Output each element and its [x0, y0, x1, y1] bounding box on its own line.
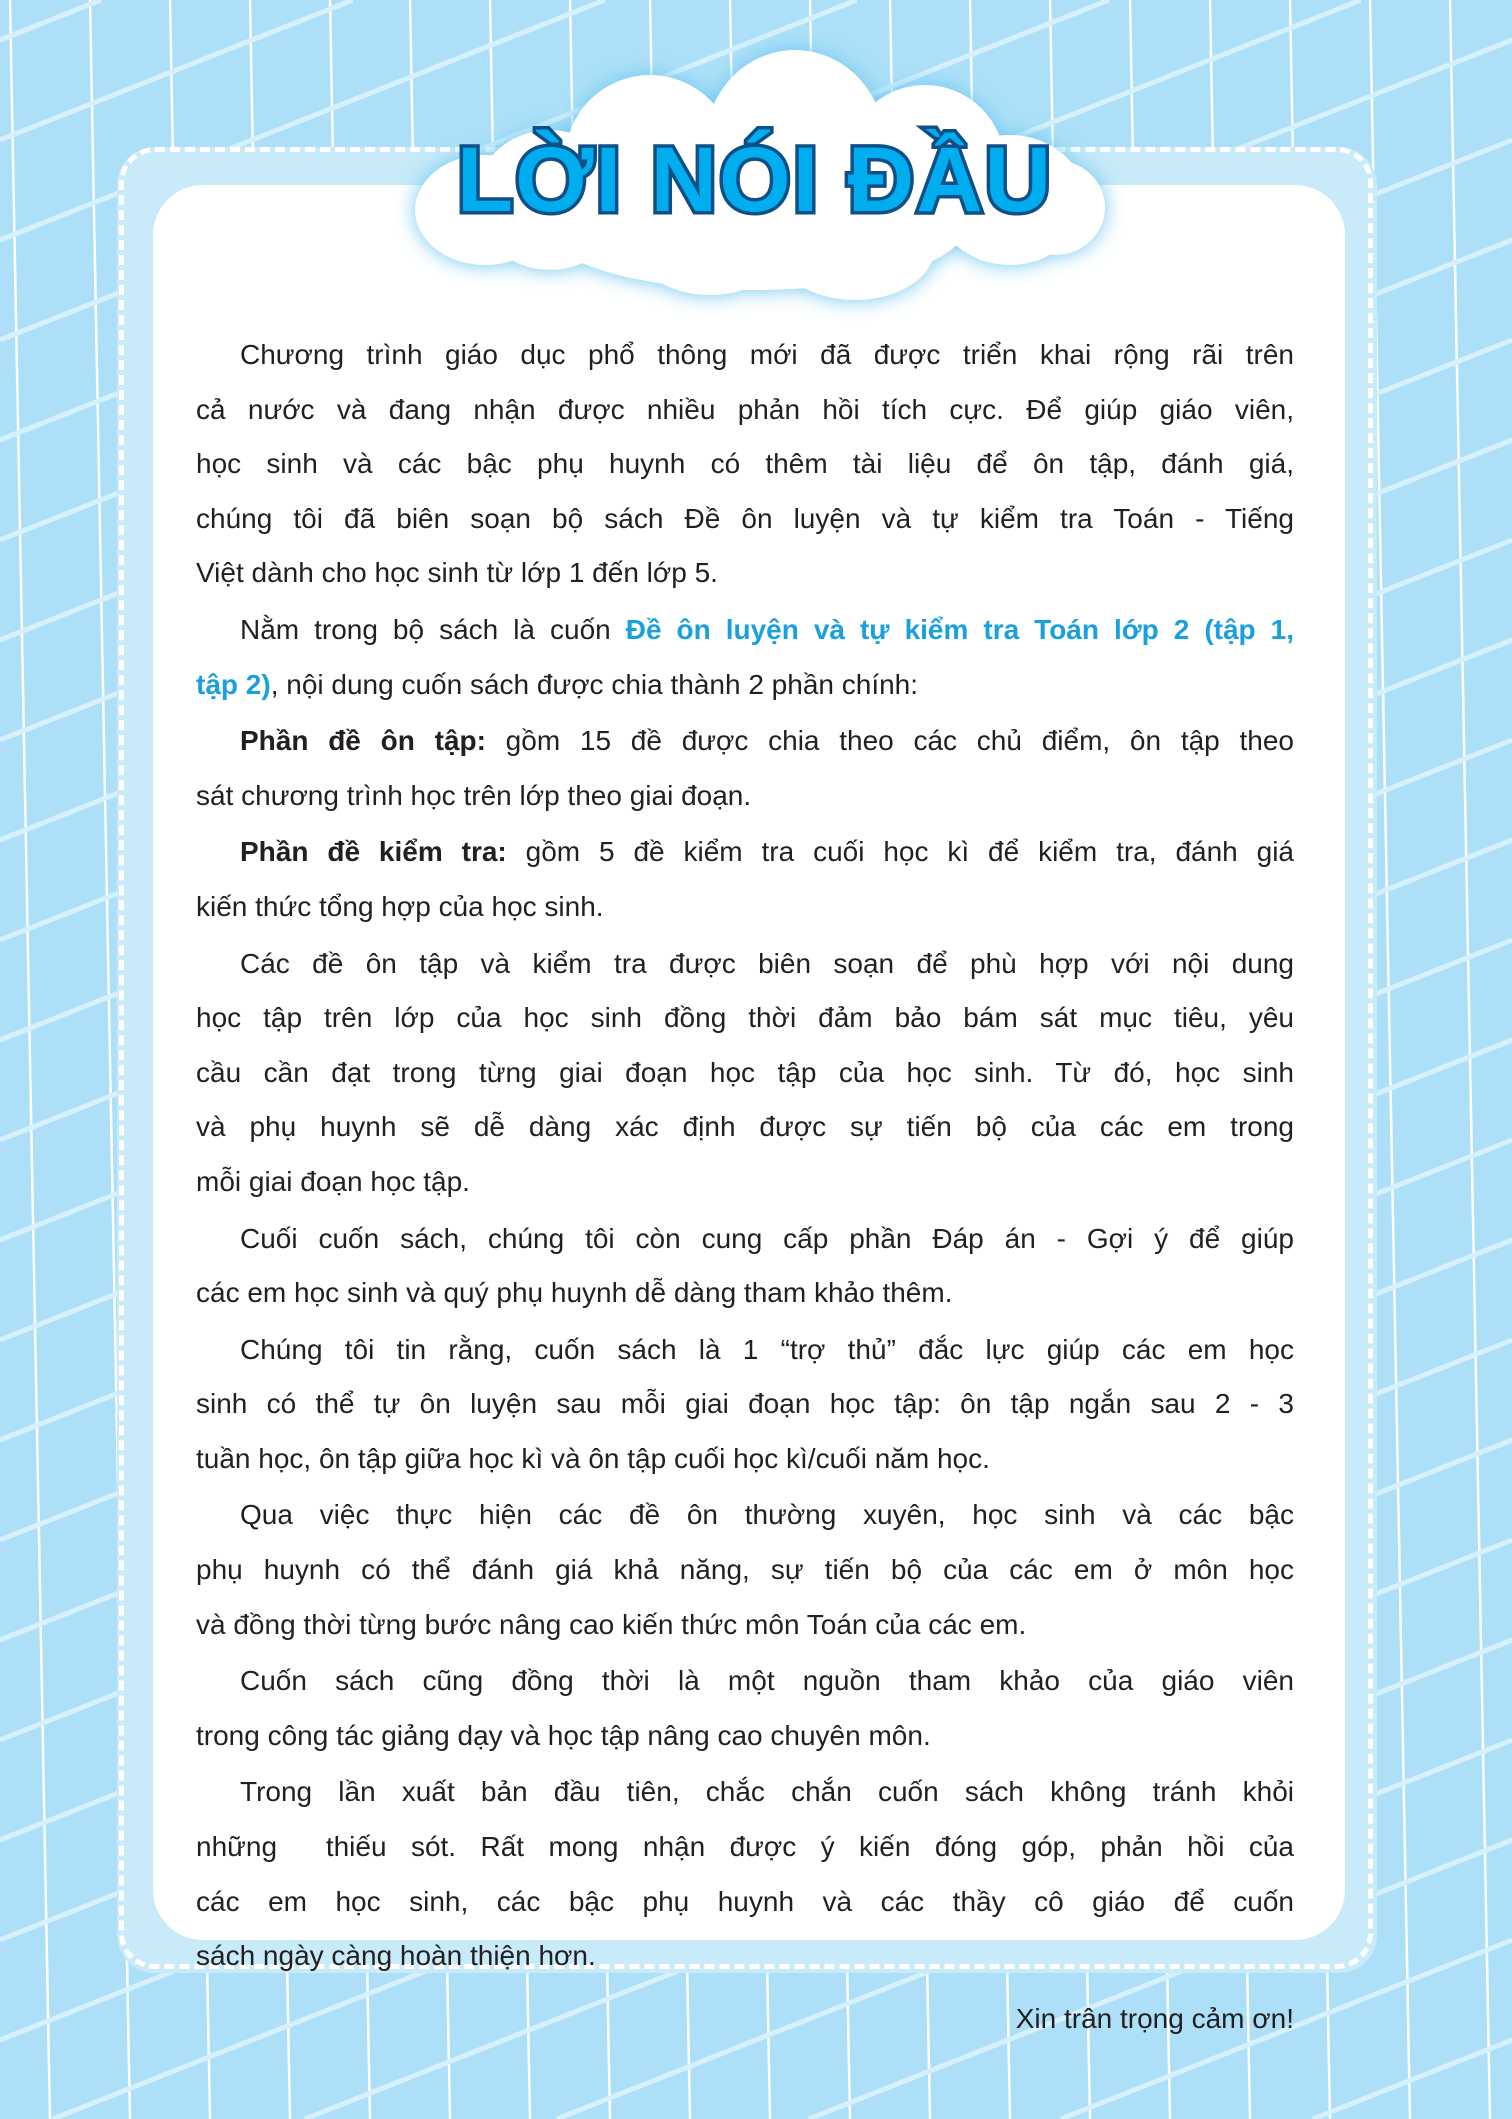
paragraph: [196, 603, 1294, 712]
text-line: [196, 1323, 1294, 1378]
text-line: [196, 1765, 1294, 1820]
text-run: mỗi giai đoạn học tập.: [196, 1165, 470, 1197]
closing-remark: Xin trân trọng cảm ơn!: [1015, 2002, 1294, 2034]
text-line: [196, 328, 1294, 383]
text-line: [196, 492, 1294, 547]
text-line: [196, 1820, 1294, 1875]
section-label: Phần đề ôn tập:: [240, 725, 486, 757]
text-line: [196, 437, 1294, 492]
text-run: học tập trên lớp của học sinh đồng thời đảm bảo bám sát mục tiêu, yêu: [196, 1002, 1294, 1034]
text-run: và phụ huynh sẽ dễ dàng xác định được sự tiến bộ của các em trong: [196, 1111, 1294, 1143]
text-run: kiến thức tổng hợp của học sinh.: [196, 890, 604, 922]
text-line: [196, 1488, 1294, 1543]
text-line: [196, 1598, 1294, 1653]
text-line: [196, 1266, 1294, 1321]
grid-line: [0, 0, 101, 40]
grid-line: [10, 0, 50, 2119]
text-run: chúng tôi đã biên soạn bộ sách Đề ôn luyện và tự kiểm tra Toán - Tiếng: [196, 502, 1294, 534]
text-line: [196, 825, 1294, 880]
book-title-highlight: tập 2): [196, 668, 271, 700]
text-line: [196, 1432, 1294, 1487]
text-line: [196, 1212, 1294, 1267]
text-run: gồm 5 đề kiểm tra cuối học kì để kiểm tra, đánh giá: [506, 836, 1294, 868]
text-line: [196, 658, 1294, 713]
text-run: Cuốn sách cũng đồng thời là một nguồn tham khảo của giáo viên: [240, 1665, 1294, 1697]
text-run: cả nước và đang nhận được nhiều phản hồi tích cực. Để giúp giáo viên,: [196, 393, 1294, 425]
paragraph: [196, 328, 1294, 601]
text-run: Chương trình giáo dục phổ thông mới đã được triển khai rộng rãi trên: [240, 339, 1294, 370]
text-line: [196, 1100, 1294, 1155]
grid-line: [1313, 2040, 1512, 2119]
text-run: Chúng tôi tin rằng, cuốn sách là 1 “trợ thủ” đắc lực giúp các em học: [240, 1333, 1294, 1365]
text-line: [196, 937, 1294, 992]
paragraph: [196, 1212, 1294, 1321]
page-title: LỜI NÓI ĐẦU: [456, 129, 1054, 231]
section-label: Phần đề kiểm tra:: [240, 836, 507, 868]
text-line: [196, 1654, 1294, 1709]
text-run: gồm 15 đề được chia theo các chủ điểm, ôn tập theo: [485, 725, 1294, 757]
text-run: Cuối cuốn sách, chúng tôi còn cung cấp phần Đáp án - Gợi ý để giúp: [240, 1222, 1294, 1254]
text-run: phụ huynh có thể đánh giá khả năng, sự tiến bộ của các em ở môn học: [196, 1554, 1294, 1586]
text-line: [196, 991, 1294, 1046]
text-run: Việt dành cho học sinh từ lớp 1 đến lớp 5.: [196, 557, 718, 589]
grid-line: [1450, 0, 1490, 2119]
text-run: những thiếu sót. Rất mong nhận được ý kiến đóng góp, phản hồi của: [196, 1831, 1294, 1863]
text-run: sát chương trình học trên lớp theo giai đoạn.: [196, 779, 752, 811]
text-run: Trong lần xuất bản đầu tiên, chắc chắn cuốn sách không tránh khỏi: [240, 1776, 1294, 1808]
text-run: cầu cần đạt trong từng giai đoạn học tập của học sinh. Từ đó, học sinh: [196, 1056, 1294, 1088]
text-line: [196, 1377, 1294, 1432]
paragraph: [196, 937, 1294, 1210]
text-run: sinh có thể tự ôn luyện sau mỗi giai đoạn học tập: ôn tập ngắn sau 2 - 3: [196, 1388, 1294, 1420]
text-run: sách ngày càng hoàn thiện hơn.: [196, 1940, 596, 1972]
paragraph: [196, 825, 1294, 934]
text-run: Các đề ôn tập và kiểm tra được biên soạn để phù hợp với nội dung: [240, 947, 1294, 979]
text-run: các em học sinh và quý phụ huynh dễ dàng tham khảo thêm.: [196, 1277, 953, 1309]
text-line: [196, 1929, 1294, 1984]
text-run: Nằm trong bộ sách là cuốn: [240, 613, 626, 645]
paragraph: [196, 714, 1294, 823]
book-title-highlight: Đề ôn luyện và tự kiểm tra Toán lớp 2 (tập 1,: [625, 613, 1294, 645]
text-line: [196, 880, 1294, 935]
paragraph: [196, 1765, 1294, 1983]
text-line: [196, 1046, 1294, 1101]
paragraph: [196, 1488, 1294, 1652]
text-line: [196, 1543, 1294, 1598]
text-run: học sinh và các bậc phụ huynh có thêm tài liệu để ôn tập, đánh giá,: [196, 448, 1294, 480]
paragraph: [196, 1323, 1294, 1487]
text-run: tuần học, ôn tập giữa học kì và ôn tập cuối học kì/cuối năm học.: [196, 1442, 990, 1474]
text-line: [196, 546, 1294, 601]
text-line: [196, 1875, 1294, 1930]
preface-body: [196, 328, 1294, 2046]
text-run: Qua việc thực hiện các đề ôn thường xuyên, học sinh và các bậc: [240, 1499, 1294, 1531]
text-run: các em học sinh, các bậc phụ huynh và các thầy cô giáo để cuốn: [196, 1885, 1294, 1917]
text-run: , nội dung cuốn sách được chia thành 2 phần chính:: [270, 668, 919, 700]
text-line: [196, 714, 1294, 769]
text-line: [196, 383, 1294, 438]
text-line: [196, 1709, 1294, 1764]
text-run: trong công tác giảng dạy và học tập nâng cao chuyên môn.: [196, 1719, 931, 1751]
text-line: [196, 603, 1294, 658]
paragraph: [196, 1654, 1294, 1763]
text-line: [196, 769, 1294, 824]
text-line: [196, 1155, 1294, 1210]
text-run: và đồng thời từng bước nâng cao kiến thức môn Toán của các em.: [196, 1608, 1027, 1640]
